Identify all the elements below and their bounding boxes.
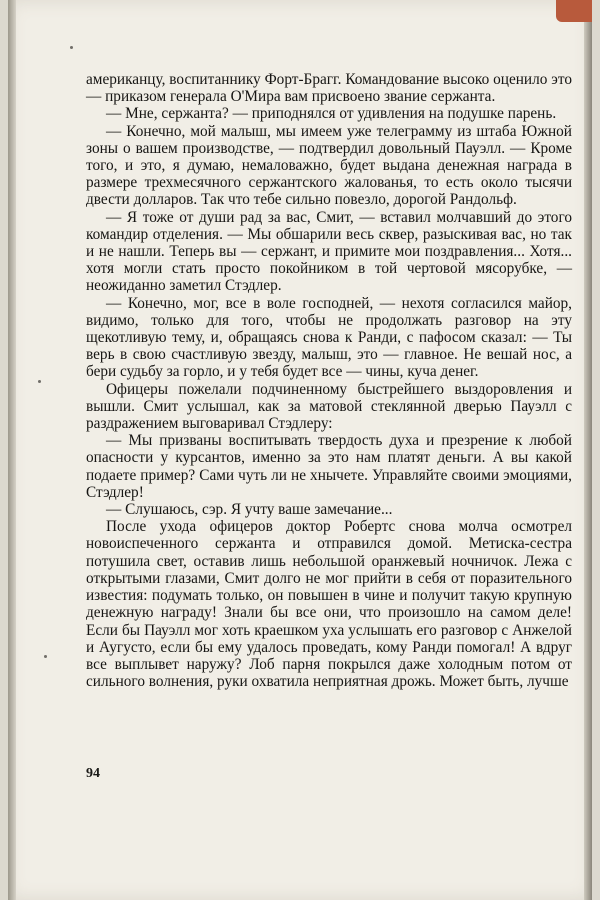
- paragraph: — Слушаюсь, сэр. Я учту ваше замечание...: [106, 501, 393, 519]
- print-speck: [44, 655, 47, 658]
- paragraph: — Я тоже от души рад за вас, Смит, — вставил молчавший до этого командир отделения. — Мы обшарили весь сквер, разыскивая вас, но так и не нашли. Теперь вы — сержант, и примите мои поздравления... Хотя... хотя могли стать просто покойником в той чертовой мясорубке, — неожиданно заметил Стэдлер.: [86, 208, 572, 295]
- paragraph: После ухода офицеров доктор Робертс снова молча осмотрел новоиспеченного сержанта и отправился домой. Метиска-сестра потушила свет, оставив лишь небольшой оранжевый ночничок. Лежа с открытыми глазами, Смит долго не мог прийти в себя от поразительного известия: подумать только, он повышен в чине и получит такую крупную денежную награду! Знали бы все они, что произошло на самом деле! Если бы Пауэлл мог хоть краешком уха услышать его разговор с Анжелой и Аугусто, если бы ему удалось проведать, кому Ранди помогал! А вдруг все выплывет наружу? Лоб парня покрылся даже холодным потом от сильного волнения, руки охватила неприятная дрожь. Может быть, лучше: [86, 518, 572, 691]
- page-left-edge: [8, 0, 16, 900]
- page-right-edge: [584, 0, 592, 900]
- print-speck: [70, 46, 73, 49]
- paragraph: — Мне, сержанта? — приподнялся от удивления на подушке парень.: [106, 105, 557, 123]
- paragraph: — Конечно, мог, все в воле господней, — нехотя согласился майор, видимо, только для того, чтобы не продолжать разговор на эту щекотливую тему, и, обращаясь снова к Ранди, с пафосом сказал: — Ты верь в свою счастливую звезду, малыш, это — главное. Не вешай нос, а бери судьбу за горло, и у тебя будет все — чины, куча денег.: [86, 294, 572, 381]
- paragraph: американцу, воспитаннику Форт-Брагг. Командование высоко оценило это — приказом генерала О'Мира вам присвоено звание сержанта.: [86, 71, 572, 106]
- corner-tab-mark: [556, 0, 592, 22]
- paragraph: — Мы призваны воспитывать твердость духа и презрение к любой опасности у курсантов, именно за это нам платят деньги. А вы какой подаете пример? Сами чуть ли не хнычете. Управляйте своими эмоциями, Стэдлер!: [86, 432, 572, 501]
- book-page: [8, 0, 592, 900]
- paragraph: — Конечно, мой малыш, мы имеем уже телеграмму из штаба Южной зоны о вашем производстве, — подтвердил довольный Пауэлл. — Кроме того, и это, я думаю, немаловажно, будет выдана денежная награда в размере трехмесячного сержантского жалованья, то есть около тысячи двести долларов. Так что тебе сильно повезло, дорогой Рандольф.: [86, 122, 572, 209]
- body-text: [86, 71, 572, 690]
- print-speck: [38, 380, 41, 383]
- page-number: 94: [86, 766, 100, 781]
- paragraph: Офицеры пожелали подчиненному быстрейшего выздоровления и вышли. Смит услышал, как за матовой стеклянной дверью Пауэлл с раздражением выговаривал Стэдлеру:: [86, 380, 572, 433]
